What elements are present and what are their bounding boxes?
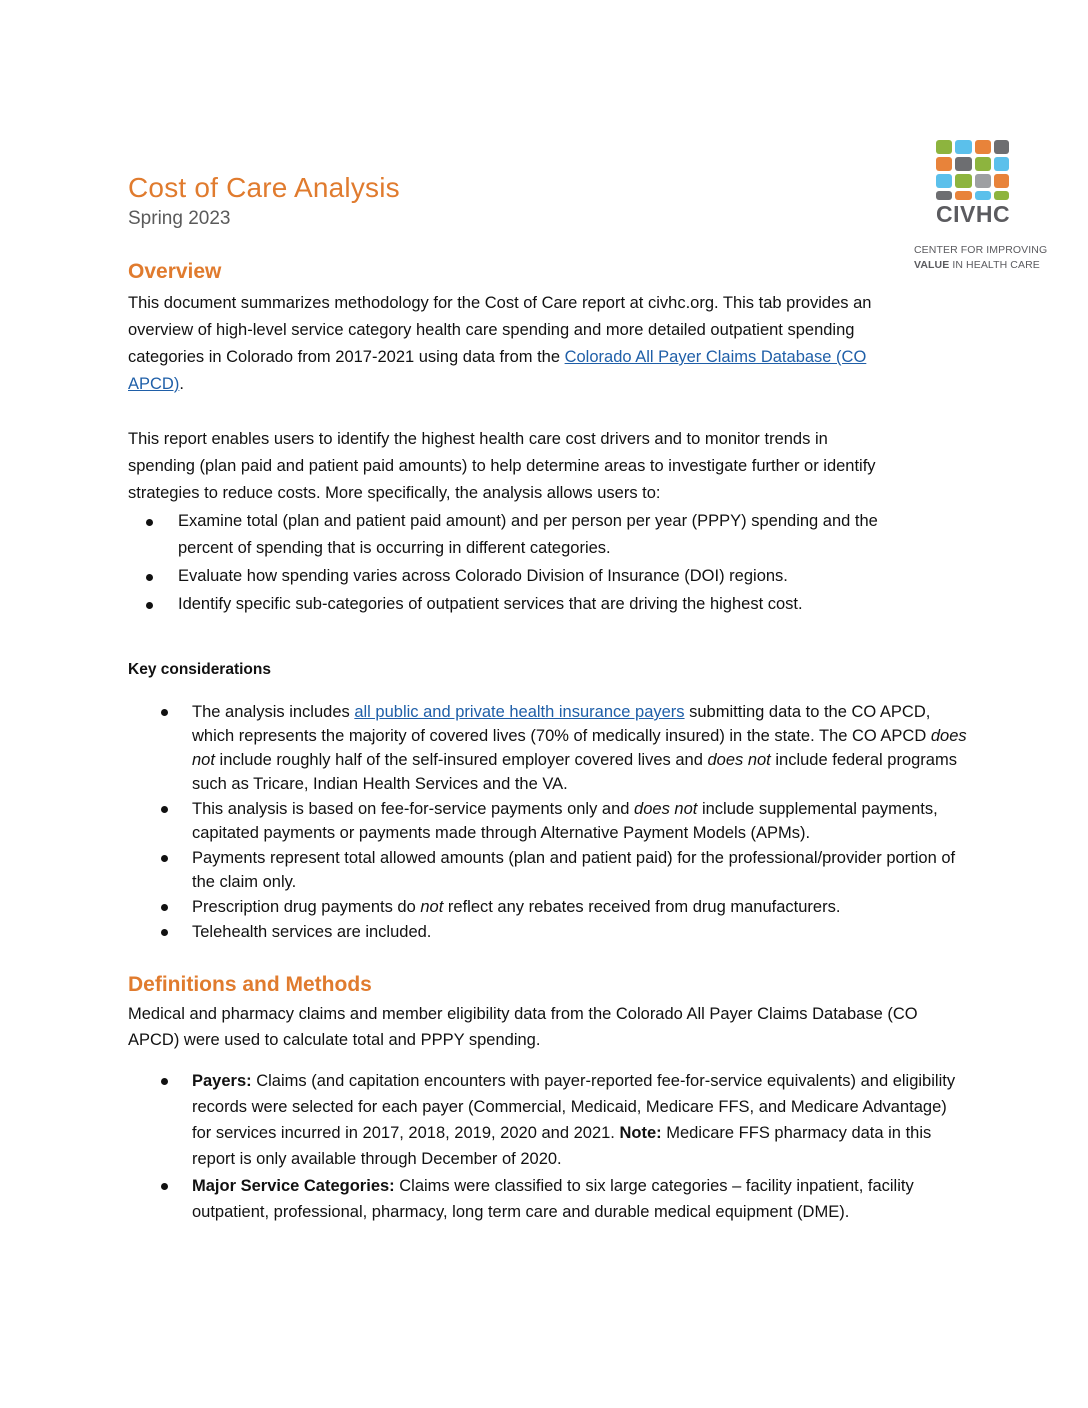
text: reflect any rebates received from drug manufacturers. [443,898,841,916]
logo-tile [975,157,991,171]
emphasis: does not [192,727,967,769]
logo-tile [975,191,991,200]
logo-tagline-line1: CENTER FOR IMPROVING [914,244,1048,256]
bullet-icon [161,1078,168,1085]
emphasis: not [420,898,444,916]
bullet-icon [146,574,153,581]
text: Medicare FFS pharmacy data in this report is only available through December of 2020. [192,1124,932,1168]
definitions-list [128,1068,968,1226]
text: Telehealth services are included. [192,923,432,941]
text: The analysis includes [192,703,355,721]
logo-tile [955,174,972,188]
logo-tile [955,157,972,171]
co-apcd-link[interactable]: Colorado All Payer Claims Database (CO APCD) [128,348,867,393]
logo-tile [975,174,991,188]
list-item-text: Identify specific sub-categories of outpatient services that are driving the highest cost. [178,595,803,613]
text: Payments represent total allowed amounts (plan and patient paid) for the professional/provider portion of the claim only. [192,849,956,891]
key-considerations-heading: Key considerations [128,661,271,678]
list-item [128,797,968,845]
list-item [128,508,918,562]
list-item-text: Evaluate how spending varies across Colorado Division of Insurance (DOI) regions. [178,567,788,585]
list-item [128,591,918,618]
document-subtitle: Spring 2023 [128,208,231,229]
text: Claims (and capitation encounters with payer-reported fee-for-service equivalents) and eligibility records were selected for each payer (Commercial, Medicaid, Medicare FFS, and Medicare Advantage) for services incurred in 2017, 2018, 2019, 2020 and 2021. [192,1072,956,1142]
logo-tile [955,191,972,200]
list-item [128,700,968,796]
document-title: Cost of Care Analysis [128,172,400,203]
bullet-icon [146,519,153,526]
list-item-text: Examine total (plan and patient paid amount) and per person per year (PPPY) spending and the percent of spending that is occurring in different categories. [178,512,878,557]
list-item [128,920,968,944]
logo-tagline-rest: IN HEALTH CARE [949,259,1040,271]
bullet-icon [161,709,168,716]
logo-tile [994,140,1009,154]
bullet-icon [161,855,168,862]
logo-tile [994,157,1009,171]
logo-tile [994,174,1009,188]
bullet-icon [161,1183,168,1190]
key-considerations-list [128,700,968,945]
list-item [128,563,918,590]
bullet-icon [161,806,168,813]
label: Major Service Categories: [192,1177,395,1195]
overview-paragraph-1 [128,290,888,398]
payers-link[interactable]: all public and private health insurance payers [354,703,685,721]
definitions-paragraph: Medical and pharmacy claims and member eligibility data from the Colorado All Payer Claims Database (CO APCD) were used to calculate total and PPPY spending. [128,1005,918,1049]
overview-heading: Overview [128,260,222,283]
logo-tile [955,140,972,154]
label: Note: [619,1124,662,1142]
bullet-icon [161,904,168,911]
label: Payers: [192,1072,252,1090]
text: include federal programs such as Tricare, Indian Health Services and the VA. [192,751,957,793]
bullet-icon [161,929,168,936]
overview-text-end: . [179,375,184,393]
text: submitting data to the CO APCD, which represents the majority of covered lives (70% of medically insured) in the state. The CO APCD [192,703,931,745]
logo-wordmark: CIVHC [936,201,1011,227]
list-item [128,1173,968,1225]
list-item [128,895,968,919]
bullet-icon [146,602,153,609]
overview-text: This document summarizes methodology for the Cost of Care report at civhc.org. This tab provides an overview of high-level service category health care spending and more detailed outpatient spending categories in Colorado from 2017-2021 using data from the [128,294,872,366]
overview-bullet-list [128,508,918,619]
logo-tile [936,191,952,200]
definitions-heading: Definitions and Methods [128,973,372,996]
text: This analysis is based on fee-for-service payments only and [192,800,635,818]
emphasis: does not [707,751,771,769]
text: include supplemental payments, capitated payments or payments made through Alternative Payment Models (APMs). [192,800,938,842]
logo-tile [994,191,1009,200]
logo-tile [936,174,952,188]
logo-tagline-bold: VALUE [914,259,950,271]
list-item [128,1068,968,1172]
text: include roughly half of the self-insured employer covered lives and [214,751,708,769]
logo-mosaic-icon [936,140,1012,202]
logo-tagline-line2 [914,259,1040,271]
logo-tile [936,157,952,171]
text: Claims were classified to six large categories – facility inpatient, facility outpatient, professional, pharmacy, long term care and durable medical equipment (DME). [192,1177,914,1221]
overview-paragraph-2: This report enables users to identify the highest health care cost drivers and to monitor trends in spending (plan paid and patient paid amounts) to help determine areas to investigate further or identify strategies to reduce costs. More specifically, the analysis allows users to: [128,430,876,502]
text: Prescription drug payments do [192,898,421,916]
list-item [128,846,968,894]
emphasis: does not [634,800,698,818]
logo-tile [936,140,952,154]
logo-tile [975,140,991,154]
